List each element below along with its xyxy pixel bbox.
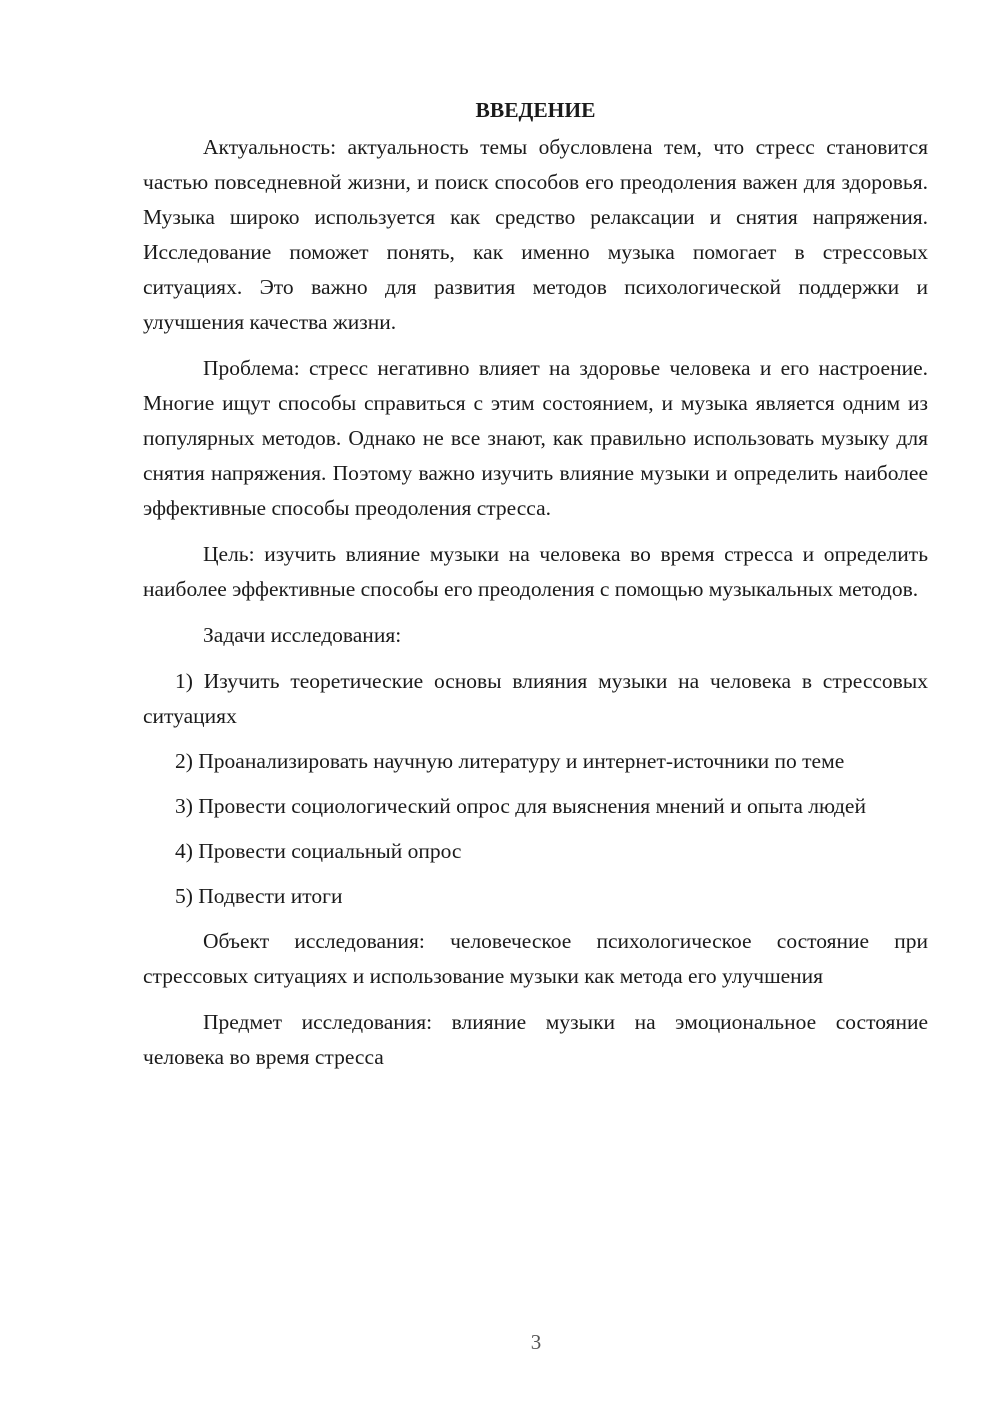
task-item: 4) Провести социальный опрос [175, 839, 462, 863]
page-body [143, 92, 928, 1086]
paragraph-relevance: Актуальность: актуальность темы обусловлена тем, что стресс становится частью повседневной жизни, и поиск способов его преодоления важен для здоровья. Музыка широко используется как средство релаксации и снятия напряжения. Исследование поможет понять, как именно музыка помогает в стрессовых ситуациях. Это важно для развития методов психологической поддержки и улучшения качества жизни. [143, 135, 928, 334]
tasks-heading: Задачи исследования: [203, 623, 402, 647]
page-number: 3 [530, 1330, 542, 1354]
paragraph-subject: Предмет исследования: влияние музыки на эмоциональное состояние человека во время стресса [143, 1010, 928, 1069]
section-title: ВВЕДЕНИЕ [475, 98, 596, 122]
paragraph-problem: Проблема: стресс негативно влияет на здоровье человека и его настроение. Многие ищут способы справиться с этим состоянием, и музыка является одним из популярных методов. Однако не все знают, как правильно использовать музыку для снятия напряжения. Поэтому важно изучить влияние музыки и определить наиболее эффективные способы преодоления стресса. [143, 356, 928, 520]
paragraph-object: Объект исследования: человеческое психологическое состояние при стрессовых ситуациях и использование музыки как метода его улучшения [143, 929, 928, 988]
task-item: 3) Провести социологический опрос для выяснения мнений и опыта людей [175, 794, 866, 818]
paragraph-goal: Цель: изучить влияние музыки на человека во время стресса и определить наиболее эффективные способы его преодоления с помощью музыкальных методов. [143, 542, 928, 601]
task-item: 5) Подвести итоги [175, 884, 343, 908]
task-item: 2) Проанализировать научную литературу и интернет-источники по теме [175, 749, 845, 773]
task-item: 1) Изучить теоретические основы влияния музыки на человека в стрессовых ситуациях [143, 669, 928, 728]
